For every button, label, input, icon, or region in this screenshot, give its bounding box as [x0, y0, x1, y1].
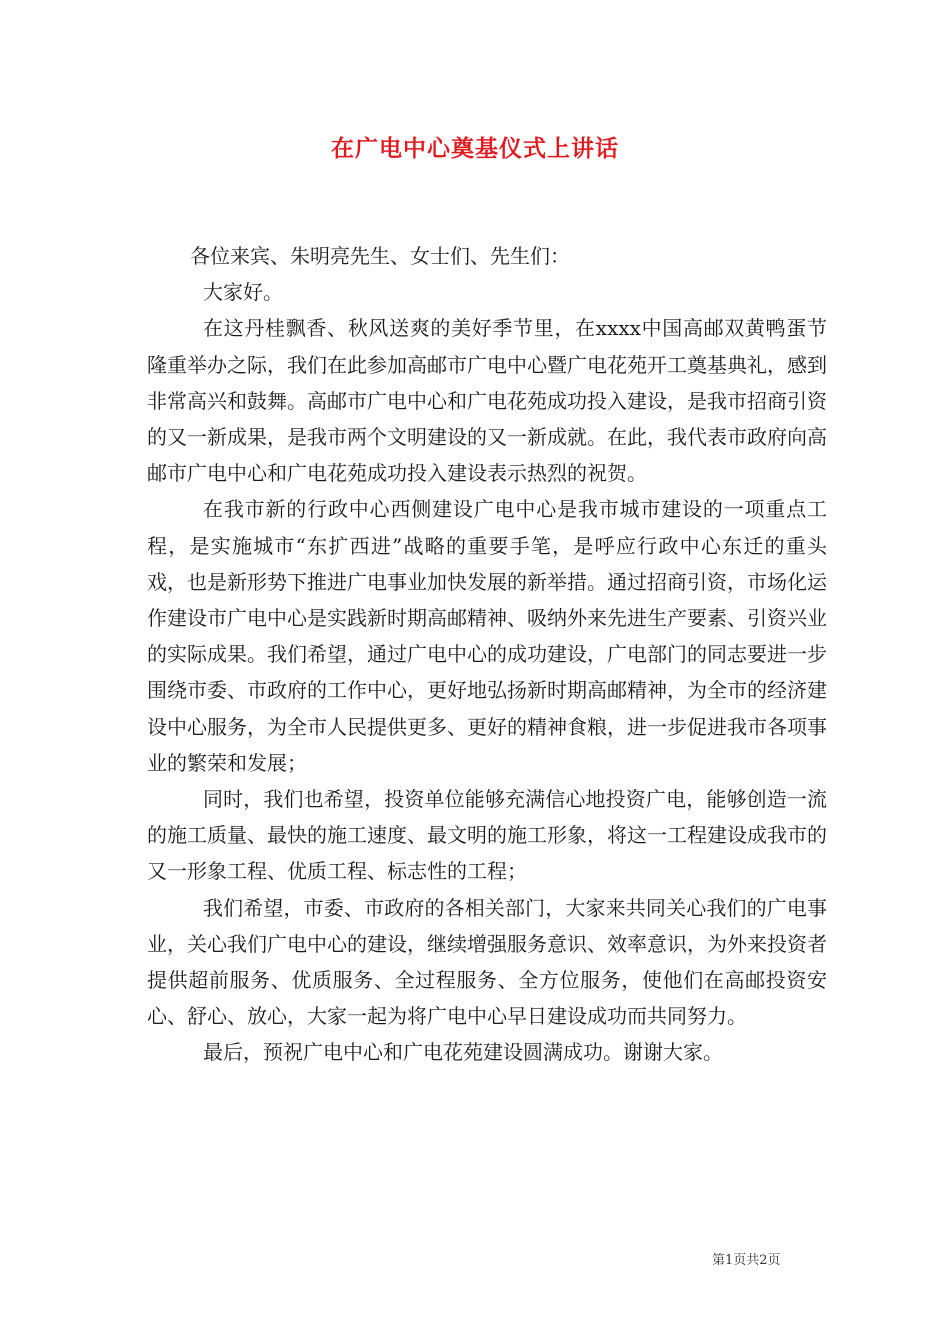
paragraph-2: 在我市新的行政中心西侧建设广电中心是我市城市建设的一项重点工程，是实施城市“东扩西进”战略的重要手笔，是呼应行政中心东迁的重头戏，也是新形势下推进广电事业加快发展的新举措。通过招商引资，市场化运作建设市广电中心是实践新时期高邮精神、吸纳外来先进生产要素、引资兴业的实际成果。我们希望，通过广电中心的成功建设，广电部门的同志要进一步围绕市委、市政府的工作中心，更好地弘扬新时期高邮精神，为全市的经济建设中心服务，为全市人民提供更多、更好的精神食粮，进一步促进我市各项事业的繁荣和发展； — [147, 497, 827, 775]
paragraph-4: 我们希望，市委、市政府的各相关部门，大家来共同关心我们的广电事业，关心我们广电中心的建设，继续增强服务意识、效率意识，为外来投资者提供超前服务、优质服务、全过程服务、全方位服务，使他们在高邮投资安心、舒心、放心，大家一起为将广电中心早日建设成功而共同努力。 — [147, 895, 827, 1029]
document-body — [147, 238, 827, 1071]
salutation: 各位来宾、朱明亮先生、女士们、先生们： — [190, 244, 570, 268]
greeting: 大家好。 — [203, 280, 283, 305]
paragraph-1: 在这丹桂飘香、秋风送爽的美好季节里，在xxxx中国高邮双黄鸭蛋节隆重举办之际，我们在此参加高邮市广电中心暨广电花苑开工奠基典礼，感到非常高兴和鼓舞。高邮市广电中心和广电花苑成功投入建设，是我市招商引资的又一新成果，是我市两个文明建设的又一新成就。在此，我代表市政府向高邮市广电中心和广电花苑成功投入建设表示热烈的祝贺。 — [147, 316, 827, 486]
paragraph-5: 最后，预祝广电中心和广电花苑建设圆满成功。谢谢大家。 — [203, 1040, 723, 1065]
paragraph-3: 同时，我们也希望，投资单位能够充满信心地投资广电，能够创造一流的施工质量、最快的施工速度、最文明的施工形象，将这一工程建设成我市的又一形象工程、优质工程、标志性的工程； — [147, 787, 827, 884]
page-number: 第1页共2页 — [712, 1253, 781, 1268]
document-title: 在广电中心奠基仪式上讲话 — [331, 135, 619, 162]
